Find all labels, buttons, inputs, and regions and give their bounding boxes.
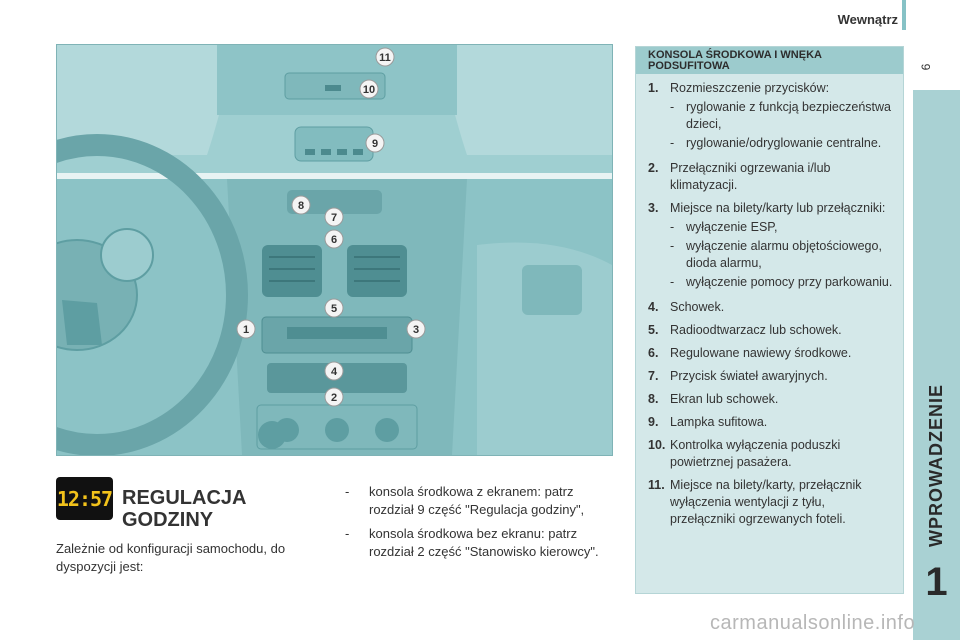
panel-item bbox=[648, 80, 893, 154]
page-header-title: Wewnątrz bbox=[837, 12, 898, 27]
panel-item-text: Kontrolka wyłączenia poduszki powietrznej pasażera. bbox=[670, 438, 841, 469]
panel-item bbox=[648, 200, 893, 293]
header-accent-bar bbox=[902, 0, 906, 30]
dash-marker: - bbox=[670, 220, 675, 234]
panel-item-body bbox=[670, 391, 893, 408]
panel-item bbox=[648, 437, 893, 471]
panel-item-body bbox=[670, 322, 893, 339]
svg-text:1: 1 bbox=[242, 324, 250, 336]
panel-item-body bbox=[670, 200, 893, 293]
clock-display-icon bbox=[56, 477, 113, 520]
panel-item bbox=[648, 299, 893, 316]
panel-item bbox=[648, 368, 893, 385]
section-title-line2: GODZINY bbox=[122, 509, 214, 531]
callout-4 bbox=[325, 362, 343, 380]
panel-item bbox=[648, 160, 893, 194]
panel-subitem-text: wyłączenie ESP, bbox=[686, 220, 778, 234]
panel-subitem bbox=[670, 135, 893, 152]
panel-item-text: Regulowane nawiewy środkowe. bbox=[670, 346, 852, 360]
panel-item-text: Radioodtwarzacz lub schowek. bbox=[670, 323, 842, 337]
page-number: 9 bbox=[918, 63, 933, 71]
callout-1 bbox=[237, 320, 255, 338]
svg-text:3: 3 bbox=[412, 324, 420, 336]
panel-item-number: 8. bbox=[648, 392, 659, 406]
dash-marker: - bbox=[670, 136, 675, 150]
panel-item-number: 10. bbox=[648, 438, 666, 452]
callout-6 bbox=[325, 230, 343, 248]
callout-3 bbox=[407, 320, 425, 338]
panel-subitem-text: ryglowanie/odryglowanie centralne. bbox=[686, 136, 882, 150]
panel-item-body bbox=[670, 368, 893, 385]
dash-marker: - bbox=[345, 526, 350, 541]
panel-item-number: 9. bbox=[648, 415, 659, 429]
panel-subitem bbox=[670, 238, 893, 272]
svg-text:6: 6 bbox=[330, 234, 338, 246]
panel-item-body bbox=[670, 437, 893, 471]
section-title bbox=[122, 487, 322, 531]
panel-subitem bbox=[670, 99, 893, 133]
watermark: carmanualsonline.info bbox=[710, 612, 916, 634]
panel-item-text: Schowek. bbox=[670, 300, 725, 314]
callout-7 bbox=[325, 208, 343, 226]
panel-item-body bbox=[670, 345, 893, 362]
svg-text:8: 8 bbox=[297, 200, 305, 212]
callout-10 bbox=[360, 80, 378, 98]
panel-item-text: Przełączniki ogrzewania i/lub klimatyzacji. bbox=[670, 161, 831, 192]
panel-item-number: 11. bbox=[648, 478, 665, 492]
callout-5 bbox=[325, 299, 343, 317]
panel-item bbox=[648, 322, 893, 339]
dash-marker: - bbox=[670, 275, 675, 289]
chapter-label bbox=[913, 380, 960, 550]
panel-item-body bbox=[670, 477, 893, 528]
panel-item-body bbox=[670, 80, 893, 154]
panel-item-number: 6. bbox=[648, 346, 659, 360]
section-title-line1: REGULACJA bbox=[122, 487, 247, 509]
chapter-side-tab bbox=[913, 90, 960, 640]
clock-option-item bbox=[345, 525, 615, 561]
clock-options-list bbox=[345, 483, 615, 567]
svg-text:7: 7 bbox=[330, 212, 338, 224]
panel-item-text: Przycisk świateł awaryjnych. bbox=[670, 369, 828, 383]
panel-item-text: Rozmieszczenie przycisków: bbox=[670, 81, 830, 95]
panel-item-list bbox=[636, 74, 903, 528]
panel-title: KONSOLA ŚRODKOWA I WNĘKA PODSUFITOWA bbox=[636, 47, 903, 74]
panel-item bbox=[648, 391, 893, 408]
panel-item-number: 1. bbox=[648, 81, 659, 95]
panel-item-number: 5. bbox=[648, 323, 659, 337]
svg-text:4: 4 bbox=[330, 366, 338, 378]
panel-item-number: 2. bbox=[648, 161, 659, 175]
clock-display-digits: 12:57 bbox=[56, 486, 113, 511]
panel-item-body bbox=[670, 160, 893, 194]
svg-text:9: 9 bbox=[371, 138, 379, 150]
panel-item-text: Lampka sufitowa. bbox=[670, 415, 768, 429]
panel-item-number: 7. bbox=[648, 369, 659, 383]
svg-text:10: 10 bbox=[362, 84, 376, 96]
panel-subitem bbox=[670, 219, 893, 236]
panel-item-number: 3. bbox=[648, 201, 659, 215]
panel-item bbox=[648, 414, 893, 431]
clock-option-item bbox=[345, 483, 615, 519]
svg-text:5: 5 bbox=[330, 303, 338, 315]
clock-intro-text: Zależnie od konfiguracji samochodu, do dyspozycji jest: bbox=[56, 541, 286, 574]
panel-item-text: Miejsce na bilety/karty, przełącznik wyłączenia wentylacji z tyłu, przełączniki ogrzewanych foteli. bbox=[670, 478, 862, 526]
console-info-panel bbox=[635, 46, 904, 594]
panel-item bbox=[648, 345, 893, 362]
svg-text:11: 11 bbox=[379, 52, 391, 64]
dashboard-illustration bbox=[56, 44, 613, 456]
panel-subitem-text: wyłączenie pomocy przy parkowaniu. bbox=[686, 275, 893, 289]
callout-2 bbox=[325, 388, 343, 406]
panel-item-text: Ekran lub schowek. bbox=[670, 392, 779, 406]
chapter-number: 1 bbox=[925, 560, 948, 604]
panel-item-number: 4. bbox=[648, 300, 659, 314]
panel-subitem-text: wyłączenie alarmu objętościowego, dioda alarmu, bbox=[686, 239, 882, 270]
callout-11 bbox=[376, 48, 394, 66]
panel-item-body bbox=[670, 414, 893, 431]
panel-item bbox=[648, 477, 893, 528]
chapter-label-text: WPROWADZENIE bbox=[926, 383, 946, 547]
clock-option-text: konsola środkowa z ekranem: patrz rozdział 9 część "Regulacja godziny", bbox=[369, 484, 585, 517]
panel-subitem bbox=[670, 274, 893, 291]
clock-option-text: konsola środkowa bez ekranu: patrz rozdział 2 część "Stanowisko kierowcy". bbox=[369, 526, 599, 559]
panel-item-text: Miejsce na bilety/karty lub przełączniki: bbox=[670, 201, 886, 215]
panel-item-body bbox=[670, 299, 893, 316]
callout-8 bbox=[292, 196, 310, 214]
panel-subitem-text: ryglowanie z funkcją bezpieczeństwa dzieci, bbox=[686, 100, 891, 131]
dash-marker: - bbox=[345, 484, 350, 499]
dash-marker: - bbox=[670, 100, 675, 114]
dash-marker: - bbox=[670, 239, 675, 253]
callout-9 bbox=[366, 134, 384, 152]
svg-text:2: 2 bbox=[330, 392, 338, 404]
